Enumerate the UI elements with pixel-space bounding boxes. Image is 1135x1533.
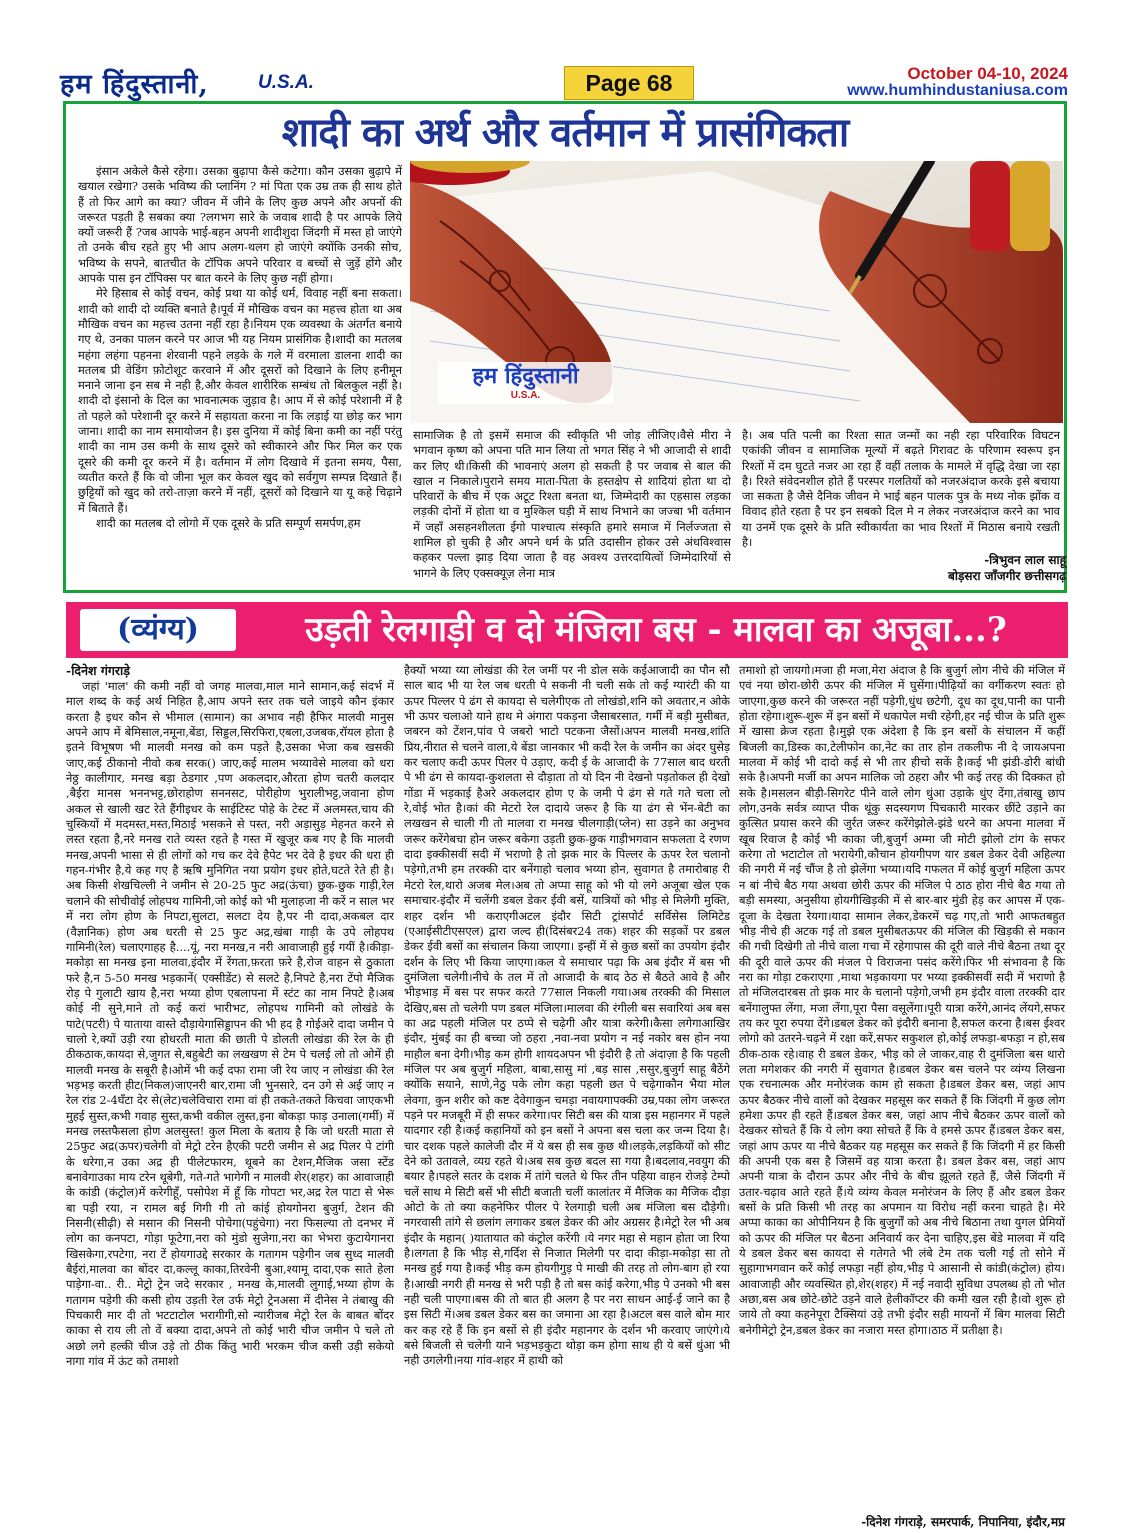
article1-author-place: बोड़सरा जाँजगीर छत्तीसगढ़: [948, 569, 1066, 583]
article1-column-1: [78, 164, 402, 584]
masthead-edition: U.S.A.: [258, 72, 314, 93]
article2-column-2: [404, 663, 730, 1529]
article2-paragraph: तमाशो हो जायगो।मजा ही मजा,मेरा अंदाज है कि बुजुर्ग लोग नीचे की मंजिल में एवं नया छोरा-छोरी ऊपर की मंजिल में घुसेंगा।पीढ़ियों का वर्गीकरण स्वतः हो जाएगा,कुछ करने की जरूरत नहीं पड़ेगी,धुंध छटेगी, दूध का दूध,पानी का पानी होता रहेगा।शुरू-शुरू में इन बसों में धकापेल मची रहेगी,हर नई चीज के प्रति शुरू में खासा क्रेज रहता है।मुझे एक अंदेशा है कि इन बसों के संचालन में कहीं बिजली का,डिस्क का,टेलीफोन का,नेट का तार होन तकलीफ नी दे जायअपना मालवा में कोई भी दादो कई से भी तार हीचो सकें है।कई भी झंडी-डोरी बांधी सके है।अपनी मर्जी का अपन मालिक जो ठहरा और भी कई तरह की दिक्कत हो सके है।मसलन बीड़ी-सिगरेट पीने वाले लोग धुंआ उड़ाके धुंए देंगा,तंबाखु छाप लोग,उनके सर्वत्र व्याप्त पीक थूंकु सदस्यगण पिचकारी मारकर छींटे उड़ाने का कुत्सित प्रयास करने की जुर्रत जरूर करेंगेझोले-झंडे धरने का अपना मालवा में खूब रिवाज है कोई भी काका जी,बुजुर्ग अम्मा जी मोटी झोलो टांग के सफर करेगा तो भटाटोल तो भरायेगी,कौचान होयगीपण यार डबल डेकर देवी अहिल्या की नगरी में नई चौंज है तो झेलेंगा भय्या।यदि गफलत में कोई बुजुर्ग महिला ऊपर न बां नीचे बैठ गया अथवा छोरी ऊपर की मंजिल पे ठाठ होरा नीचे बैठ गया तो बड़ी समस्या, अनुसीया होयगीखिड़की में से बार-बार मुंडी हेड़ कर आपस में एक-दूजा के देखता रेयगा।यादा सामान लेकर,डेकरमें चढ़ गए,तो भारी आफतबहुत भीड़ नीचे ही अटक गई तो डबल मुसीबतऊपर की मंजिल की खिड़की से मकान की गची दिखेगी तो नीचे वाला गचा में रहेगापास की दूरी वाले नीचे बैठना तथा दूर की दूरी वाले ऊपर की मंजल पे विराजना पसंद करेंगे।फिर भी संभावना है कि नरा का गोड़ा टकराएगा ,माथा भड़कायगा पर भय्या इक्कीसवीं सदी में भराणो है तो मंजिलदारबस तो झक मार के चलानो पड़ेगो,जभी हम इंदौर वाला तरक्की दार बनेंगालुफ्त लेंगा, मजा लेंगा,पूरा पैसा वसूलेंगा।पूरी यात्रा करेंगे,आनंद लेंयगे,सफर तय कर पूरा रुपया देंगे।डबल डेकर को इंदौरी बनाना है,सफल करना है।बस ईश्वर लोगो को उतरने-चढ़ने में रक्षा करें,सफर सकुशल हो,कोई लफड़ा-बफड़ा न हो,सब ठीक-ठाक रहे।वाह री डबल डेकर, भीड़ को ले जाकर,वाह री दुमंजिला बस थारो लता मगेशकर की नगरी में सुवागत है।डबल डेकर बस चलने पर व्यंग्य लिखना एक रचनात्मक और मनोरंजक काम हो सकता है।डबल डेकर बस, जहां आप ऊपर बैठकर नीचे वालों को देखकर महसूस कर सकते हैं कि जिंदगी में कुछ लोग हमेशा ऊपर ही रहते हैं।डबल डेकर बस, जहां आप नीचे बैठकर ऊपर वालों को देखकर सोचते हैं कि ये लोग क्या सोचते हैं कि वे हमसे ऊपर हैं।डबल डेकर बस, जहां आप ऊपर या नीचे बैठकर यह महसूस कर सकते हैं कि जिंदगी में हर किसी की अपनी एक बस है जिसमें वह यात्रा करता है। डबल डेकर बस, जहां आप अपनी यात्रा के दौरान ऊपर और नीचे के बीच झूलते रहते हैं, जैसे जिंदगी में उतार-चढ़ाव आते रहते हैं।ये व्यंग्य केवल मनोरंजन के लिए हैं और डबल डेकर बसों के प्रति किसी भी तरह का अपमान या विरोध नहीं करना चाहते है। मेरे अप्पा काका का ओपीनियन है कि बुजुर्गों को अब नीचे बिठाना तथा युगल प्रेमियों को ऊपर की मंजिल पर बैठना अनिवार्य कर देना चाहिए,इस बेंडे मालवा में यदि ये डबल डेकर बस कायदा से गतेगते भी लंबे टेम तक चली गई तो सोने में सुहागाभगवान करें कोई लफड़ा नहीं होय,भीड़ पे आसानी से कांडी(कंट्रोल) होय।आवाजाही और व्यवस्थित हो,शेर(शहर) में नई नवादी सुविधा उपलब्ध हो तो भोत अछा,बस अब छोटे-छोटे उड़ने वाले हेलीकॉप्टर की कमी खल रही है।वो शुरू हो जाये तो क्या कहनेपूरा टैक्सियां उड़े तभी इंदौर सही मायनों में बिग मालवा सिटी बनेगीमेट्रो ट्रेन,डबल डेकर का नजारा मस्त होगा।ठाठ में प्रतीक्षा है।: [739, 663, 1065, 1337]
article1-paragraph: है। अब पति पत्नी का रिश्ता सात जन्मों का नही रहा परिवारिक विघटन एकांकी जीवन व सामाजिक मूल्यों में बढ़ते गिरावट के परिणाम स्वरूप इन रिश्तों में दम घुटते नजर आ रहा हैं वहीं तलाक के मामले में वृद्धि देखा जा रहा है। रिश्ते संवेदनशील होते हैं परस्पर गलतियों को नजरअंदाज करके इसे बचाया जा सकता है जैसे दैनिक जीवन मे भाई बहन पालक पुत्र के मध्य नोक झोंक व विवाद होते रहता है पर इन सबको दिल मे न लेकर नजरअंदाज करने का भाव या उनमें एक दूसरे के प्रति स्वीकार्यता का भाव रिश्तों में मिठास बनाये रखती है।: [742, 428, 1060, 550]
masthead: हम हिंदुस्तानी,: [60, 69, 209, 100]
photo-logo-sub: U.S.A.: [510, 390, 541, 401]
article2-column-1: [66, 663, 394, 1529]
photo-logo: [438, 362, 613, 404]
website-link[interactable]: www.humhindustaniusa.com: [847, 82, 1068, 99]
article1-author: -त्रिभुवन लाल साहू: [984, 553, 1066, 567]
photo-logo-text: हम हिंदुस्तानी: [472, 363, 579, 389]
article1-signature: [742, 552, 1066, 584]
article1-paragraph: इंसान अकेले कैसे रहेगा। उसका बुढ़ापा कैसे कटेगा। कौन उसका बुढ़ापे में खयाल रखेगा? उसके भविष्य की प्लानिंग ? मां पिता एक उम्र तक ही साथ होते हैं तो फिर आगे का क्या? जीवन में जीने के लिए कुछ अपने और अपनों की जरूरत पड़ती है सबका क्या ?लगभग सारे के जवाब शादी है पर आपके लिये क्यों जरूरी हैं ?जब आपके भाई-बहन अपनी शादीशुदा जिंदगी में मस्त हो जाएंगे तो उनके बीच रहते हुए भी आप अलग-थलग हो जाएंगे क्योंकि उनकी सोच, भविष्य के सपने, बातचीत के टॉपिक अपने परिवार व बच्चों से जुड़ें होंगे और आपके पास इन टॉपिक्स पर बात करने के लिए कुछ नहीं होगा।: [78, 164, 402, 286]
page-number-badge: Page 68: [564, 66, 694, 100]
article2-paragraph: हैक्यों भय्या य्या लोखंडा की रेल जमीं पर नी डोल सके कईआजादी का पौन सौ साल बाद भी या रेल जब धरती पे सकनी नी चली सके तो कई ग्यारंटी की या ऊपर पिल्लर पे ढंग से कायदा से चलेगीएक तो लोखंडो,शनि को अवतार,न ओके भी ऊपर चलाओ याने हाथ मे अंगारा पकड़ना जैसाबरसात, गर्मी में बड़ी मुसीबत, जबरन को टेंशन,पांव पे जबरो भाटो पटकना जैसों।अपन मालवी मनख,शांति प्रिय,नीरात से चलने वाला,ये बेंडा जानकार भी कदी रेल के जमीन का अंदर घुसेड़ कर चलाए कदी ऊपर पिलर पे उड़ाए, कदी ई के आजादी के 77साल बाद धरती पे भी ढंग से कायदा-कुशलता से दौड़ाता तो यो दिन नी देखनो पड़तोकल ही देखो गोंडा में भड़काई हैअरे अकलदार होण ए के जमी पे ढंग से गते गते चला लो रे,वोई भोत है।कां की मेटरो रेल दादाये जरूर है कि या ढंग से भेंन-बेटी का लखखन से चाली गी तो मालवा रा मनख चीलगाड़ी(प्लेन) सा उड़ने का अनुभव जरूर करेंगेबचा होन जरूर बकेगा उड़ती छुक-छुक गाड़ीभगवान सफलता दे रणण दादा इक्कीसवीं सदी में भराणो है तो झक मार के पिल्लर के ऊपर रेल चलानो पड़ेगो,तभी हम तरक्की दार बनेंगाहो चलाव भय्या होन, सुवागत है तमारोबाह री मेटरो रेल,थारो अजब मेल।अब तो अप्पा साहू को भी यो लगे अजूबा खेल एक समाचार-इंदौर में चलेंगी डबल डेकर ईवी बसें, यात्रियों को भीड़ से मिलेगी मुक्ति, शहर दर्शन भी कराएगीअटल इंदौर सिटी ट्रांसपोर्ट सर्विसेस लिमिटेड (एआईसीटीएसएल) द्वारा जल्द ही(दिसंबर24 तक) शहर की सड़कों पर डबल डेकर ईवी बसों का संचालन किया जाएगा। इन्हीं में से कुछ बसों का उपयोग इंदौर दर्शन के लिए भी किया जाएगा।कल ये समाचार पढ़ा कि अब इंदौर में बस भी दुमंजिला चलेगी।नीचे के तल में तो आजादी के बाद ठेठ से बैठते आवे है और भीड़भाड़ में बस पर सफर करते 77साल निकली गया।अब तरक्की की मिसाल देखिए,बस तो चलेगी पण डबल मंजिला।मालवा की रंगीली बस सवारियां अब बस का अद्र पहली मंजिल पर ठप्पे से चढ़ेगी और यात्रा करेगी।कैसा लगेगाआखिर इंदौर, मुंबई का ही बच्चा जो ठहरा ,नवा-नवा प्रयोग न नई नकोर बस होन नया माहौल बना देगी।भीड़ कम होगी शायदअपन भी इंदौरी है तो अंदाज़ा है कि पहली मंजिल पर अब बुजुर्ग महिला, बाबा,सासु मां ,बड़ सास ,ससुर,बुजुर्ग साहू बैठेंगे क्योंकि सयाने, साणे,नेठु पके लोग कहा पहली छत पे चढ़ेगाकौन भैया मोल लेवगा, कुन शरीर को कष्ट देवेगाकुन चमड़ा नवायगापक्की उम्र,पका लोग जरूरत पड़ने पर मजबूरी में ही सफर करेगा।पर सिटी बस की यात्रा इस महानगर में पहले यादगार रही है।कई कहानियों को इन बसों ने अपना बस चला कर जन्म दिया है।चार दशक पहले कालेजी दौर में ये बस ही सब कुछ थी।लड़के,लड़कियों को सीट देने को उतावले, व्यग्र रहते थे।अब सब कुछ बदल सा गया है।बदलाव,नवयुग की बयार है।पहले सतर के दशक में तांगे चलते थे फिर तीन पहिया वाहन रोजड़े टेम्पो चलें साथ मे सिटी बसें भी सीटी बजाती चलीं कालांतर में मैजिक का मैजिक दौड़ा ओटो के तो क्या कहनेफिर पीलर पे रेलगाड़ी चली अब मंजिला बस दौड़ेगी।नगरवासी तांगे से छलांग लगाकर डबल डेकर की ओर अग्रसर है।मेट्रो रेल भी अब इंदौर के महान( )यातायात को कंट्रोल करेंगी ।ये नगर महा से महान होता जा रिया है।लगता है कि भीड़ से,गर्दिश से निजात मिलेगी पर दादा कीड़ा-मकोड़ा सा तो मनख हुई गया है।कई भीड़ कम होयगीगुड़ पे माखी की तरह तो लोग-बाग हो रया है।आखी नगरी ही मनख से भरी पड़ी है तो बस कांई करेगा,भीड़ पे उनको भी बस नही चली पाएगा।बस की तो बात ही अलग है पर नरा साधन आई-ई जाने का है इस सिटी में।अब डबल डेकर बस का जमाना आ रहा है।अटल बस वाले बोम मार कर कह रहे हैं कि इन बसों से ही इंदौर महानगर के दर्शन भी करवाए जाएंगे।ये बसे बिजली से चलेगी याने भड़भड़कुटा थोड़ा कम होगा साथ ही ये बसें धुंआ भी नही उगलेगी।नया गांव-शहर में हाथी को: [404, 663, 730, 1368]
article1-paragraph: शादी का मतलब दो लोगो में एक दूसरे के प्रति सम्पूर्ण समर्पण,हम: [96, 515, 361, 530]
article1-column-2: [413, 428, 731, 588]
article2-signature: -दिनेश गंगराड़े, समरपार्क, निपानिया, इंदौर,मप्र: [861, 1515, 1065, 1529]
article1-paragraph: सामाजिक है तो इसमें समाज की स्वीकृति भी जोड़ लीजिए।वैसे मीरा ने भगवान कृष्ण को अपना पति मान लिया तो भगत सिंह ने भी आजादी से शादी कर लिए थी।किसी की भावनाएं अलग हो सकती है पर जवाब से बाल की खाल न निकाले।पुराने समय माता-पिता के हस्तक्षेप से शादियां होता था दो परिवारों के बीच में एक अटूट रिश्ता बनता था, जिम्मेदारी का एहसास लड़का लड़की दोनों में होता था व मुश्किल घड़ी में साथ निभाने का जज्बा भी वर्तमान में जहाँ असहनशीलता ईगो पाश्चात्य संस्कृति हमारे समाज में निर्लज्जता से शामिल हो चुकी है और अपने धर्म के प्रति उदासीन होकर उसे अंधविश्वास कहकर पल्ला झाड़ दिया जाता है वह अवश्य उत्तरदायित्वों जिम्मेदारियों से भागने के लिए एक्सक्यूज़ लेना मात्र: [413, 428, 731, 580]
issue-date: October 04-10, 2024: [907, 64, 1068, 83]
article2-paragraph: जहां 'माल' की कमी नहीं वो जगह मालवा,माल माने सामान,कई संदर्भ में माल शब्द के कई अर्थ निहित है,आप अपने स्तर तक चले जाइये कौन इंकार करता है इधर कौन से भीमाल (सामान) का अभाव नही हैफिर मालवी मानुस अपने आप में बेमिसाल,नमूना,बेंडा, सिड्डल,सिरफिरा,एबला,उजबक,रॉयल होता है इतने विभूषण भी मालवी मनख को कम पड़ते है,उसका भेजा कब खसकी जाए,कई ठीकानो नीवो कब सरक() जाए,कई मालम भय्यावेसे मालवा को धरा नेठ्ठ कालीगार, मनख बड़ा ठेडगार ,पण अकलदार,औरता होण चतरी कलदार ,बैईरा मानस भननभट्ट,छोराहोण सननसट, पोरीहोण भुरालीभट्ट,जवाना होण अकल से खाली खट रेते हैंगीइधर के साईटिस्ट पोहे के टेस्ट में अलमस्त,चाय की चुस्कियों में मदमस्त,मस्त,मिठाई भसकने से पस्त, नरी अड़ासुड़ मेहनत करने से लस्त रहता है,नरे मनख राते व्यस्त रहते है गस्त में खुजूर कब गए है कि मालवी मनख,अपनी भासा से ही लोगों को गच कर देवे हैपेट भर देवे है इधर की धरा ही गहन-गंभीर है,ये कह गए है ऋषि मुनिगित नया प्रयोग इधर होते,घटते रेते ही है।अब किसी शेखचिल्ली ने जमीन से 20-25 फुट अद्र(ऊंचा) छुक-छुक गाड़ी,रेल चलाने की सोचीवोई लोहपथ गामिनी,जो कोई को भी मुलाहजा नी करें न साल भर में नरा लोग होण के निपटा,सुलटा, सलटा देय है,पर नी दादा,अकबल दार (वैज्ञानिक) होण अब धरती से 25 फुट अद्र,खंबा गाड़ी के उपे लोहपथ गामिनी(रेल) चलाएगाहह है....यूं, नरा मनख,न नरी आवाजाही हुई गयीं है।कीड़ा-मकोड़ा सा मनख इना मालवा,इंदौर में रेंगता,फ़रता फ़रे है,रोज वाहन से ठुकाता फरे है,न 5-50 मनख भड़कानें( एक्सीडेंट) से सलटे है,निपटे है,नरा टेंपो मैजिक रोड़ पे गुलाटी खाय है,नरा भय्या होण एबलापना में स्टंट का नाम निपटे है।अब कोई नी सुने,माने तो कई करां भारीभट, लोहपथ गामिनी को लोखंडे के पाटे(पटरी) पे याताया वास्ते दौड़ायेगासिड्डापन की भी हद है गोईअरे दादा जमीन पे चालो रे,क्यों उड़ी रया होधरती माता की छाती पे डोलती लोखंडा की रेल के ही ठीकठाक,कायदा से,जुगत से,बहुबेटी का लखखण से टेम पे चलई लो तो ओमें ही मालवी मनख के सबूरी है।ओमें भी कई दफा रामा जी रेय जाए न लोखंडा की रेल भड़भड़ करती हीट(निकल)जाएनरी बार,रामा जी भुनसारे, दन उगे से अई जाए न रेल रांड 2-4घँटा देर से(लेट)चलेविचारा रामा वां ही तकते-तकते किचवा जाएकभी मुहई सुस्त,कभी गवाह सुस्त,कभी वकील लुस्त,इना बोकड़ा फाड़ उनाला(गर्मी) में मनख लस्तफैसला होण अलसुस्त! कुल मिला के बताय है कि जो धरती माता से 25फुट अद्र(ऊपर)चलेगी वो मेट्रो टरेन हैएकी पटरी जमीन से अद्र पिलर पे टांगी के धरेगा,न उका अद्र ही पीलेटफारम, थूबने का टेशन,मैजिक जसा स्टेंड बनावेगाउका माय टरेन थूबेगी, गते-गते भागेगी न मालवी शेर(शहर) का आवाजाही के कांडी (कंट्रोल)में करेगीहूँ, पसोपेश में हूँ कि गोपटा भर,अद्र रेल पाटा से भेरू बा पड़ी रया, न रामल बई गिगी गी तो कांई होयगोनरा बुजुर्ग, टेशन की निसनी(सीढ़ी) से मसान की निसनी पोचेगा(पहुंचेगा) नरा फिसल्या तो दनभर में लोग का कनपटा, गोड़ा फूटेगा,नरा को मुंडो सुजेगा,नरा का भेभरा कुटायेगानरा खिसकेगा,रपटेगा, नरा टें होयगाउद्दे सरकार के गतागम पड़ेगीन जब सुध्द मालवी बैईरां,मालवा का बोंदर दा,कल्लू काका,तिरवेनी बुआ,श्यामू दादा,एक साते हेला पाड़ेगा-वा.. री.. मेट्रो ट्रेन जदे सरकार , मनख के,मालवी लुगाई,भय्या होण के गतागम पड़ेगी की कसी होय उड़ती रेल उर्फ मेट्रो ट्रेनअसा में दीनेस ने तंबाखु की पिचकारी मार दी तो भटटाटोल भरागीगी,सो न्यारीजब मेट्रो रेल के बाबत बोंदर काका से राय ली तो वें बक्या दादा,अपने तो कोई भारी चीज जमीन पे चले तो अछो लगे हल्की चीज उड़े तो ठीक किंतु भारी भरकम चीज कसी उड़ी सकेयो नागा गांव में ऊंट को तमाशो: [66, 679, 394, 1369]
article1-paragraph: मेरे हिसाब से कोई वचन, कोई प्रथा या कोई धर्म, विवाह नहीं बना सकता। शादी को शादी दो व्यक्ति बनाते है।पूर्व में मौखिक वचन का महत्त्व होता था अब मौखिक वचन का महत्त्व उतना नहीं रहा है।नियम एक व्यवस्था के अंतर्गत बनाये गए थे, उनका पालन करने पर आज भी यह नियम प्रासंगिक है।शादी का मतलब महंगा लहंगा पहनना शेरवानी पहने लड़के के गले में वरमाला डालना शादी का मतलब प्री वेडिंग फ़ोटोशूट करवाने में और दूसरों को दिखाने के लिए हनीमून मनाने जाना इन सब मे नही है,और केवल शारीरिक सम्बंध तो बिलकुल नहीं है। शादी दो इंसानो के दिल का भावनात्मक जुड़ाव है। आप में से कोई परेशानी में है तो पहले को परेशानी दूर करने में सहायता करना ना कि लड़ाई या छोड़ कर भाग जाना। शादी का नाम समायोजन है। इस दुनिया में कोई बिना कमी का नहीं परंतु शादी का नाम उस कमी के साथ दूसरे को स्वीकारने और फिर मिल कर एक दूसरे की कमी दूर करने में है। वर्तमान में लोग दिखावे में इतना समय, पैसा, व्यतीत करते हैं कि वो जीना भूल कर केवल खुद को सर्वगुण सम्पन्न दिखाते हैं। छुट्टियों को खुद को तरो-ताज़ा करने में नहीं, दूसरों को दिखाने या यू कहे चिढ़ाने में बिताते हैं।: [78, 286, 402, 515]
article2-column-3: [739, 663, 1065, 1509]
article1-column-3: [742, 428, 1060, 552]
article1-title: शादी का अर्थ और वर्तमान में प्रासंगिकता: [281, 109, 849, 156]
article2-tag: (व्यंग्य): [80, 609, 236, 651]
article2-byline: -दिनेश गंगराड़े: [66, 663, 130, 678]
article2-title: उड़ती रेलगाड़ी व दो मंजिला बस - मालवा का अजूबा...?: [305, 610, 1007, 650]
